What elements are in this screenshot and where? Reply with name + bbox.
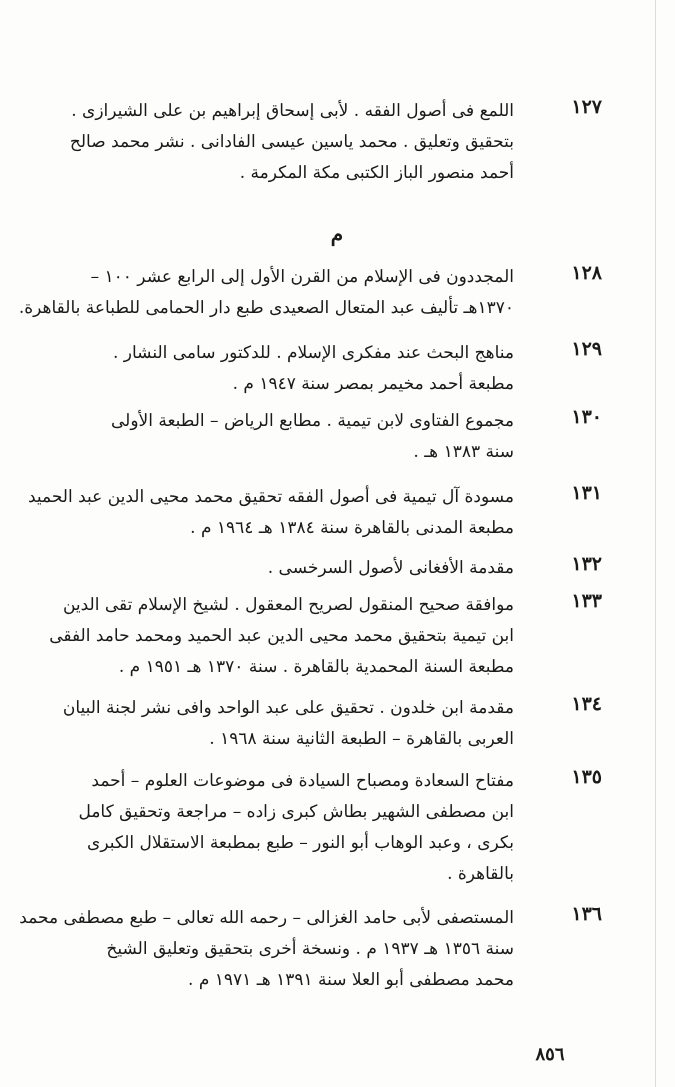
entry-line: بتحقيق وتعليق . محمد ياسين عيسى الفادانى . نشر محمد صالح [69,132,514,152]
entry-number: ١٢٨ [571,262,602,284]
entry-text [19,903,514,996]
entry-line: مناهج البحث عند مفكرى الإسلام . للدكتور سامى النشار . [112,343,514,363]
entry-line: بالقاهرة . [447,864,514,884]
entry-text [62,693,514,755]
entry-line: موافقة صحيح المنقول لصريح المعقول . لشيخ الإسلام تقى الدين [62,595,514,615]
bibliography-entry [72,766,602,890]
bibliography-entry [19,903,602,996]
entry-line: مطبعة أحمد مخيمر بمصر سنة ١٩٤٧ م . [232,374,514,394]
entry-text [72,406,514,468]
bibliography-entry [18,262,602,324]
entry-line: مطبعة السنة المحمدية بالقاهرة . سنة ١٣٧٠ هـ ١٩٥١ م . [118,657,514,677]
entry-line: أحمد منصور الباز الكتبى مكة المكرمة . [239,163,514,183]
entry-text [18,262,514,324]
bibliography-entry [72,406,602,468]
entry-number: ١٣٣ [571,590,602,612]
entry-number: ١٣٢ [571,553,602,575]
entry-line: اللمع فى أصول الفقه . لأبى إسحاق إبراهيم بن على الشيرازى . [71,101,514,121]
entry-line: مقدمة الأفغانى لأصول السرخسى . [267,558,514,578]
entry-line: ابن مصطفى الشهير بطاش كبرى زاده – مراجعة وتحقيق كامل [78,802,514,822]
entry-text [27,482,514,544]
entry-number: ١٣٥ [571,766,602,788]
entry-line: ١٣٧٠هـ تأليف عبد المتعال الصعيدى طبع دار الحمامى للطباعة بالقاهرة. [18,298,514,318]
entry-line: المجددون فى الإسلام من القرن الأول إلى الرابع عشر ١٠٠ – [90,267,514,287]
bibliography-entry [69,96,602,189]
entry-line: المستصفى لأبى حامد الغزالى – رحمه الله تعالى – طبع مصطفى محمد [19,908,514,928]
section-letter: م [330,222,344,246]
entry-text [72,553,514,584]
entry-number: ١٣٠ [571,406,602,428]
bibliography-entry [27,482,602,544]
entry-number: ١٣٤ [571,693,602,715]
entry-number: ١٢٩ [571,338,602,360]
entry-line: محمد مصطفى أبو العلا سنة ١٣٩١ هـ ١٩٧١ م . [188,970,514,990]
entry-line: ابن تيمية بتحقيق محمد محيى الدين عبد الحميد ومحمد حامد الفقى [49,626,514,646]
entry-number: ١٣٦ [571,903,602,925]
page-edge-divider [655,0,656,1087]
entry-line: سنة ١٣٨٣ هـ . [413,442,514,462]
bibliography-entry [72,553,602,584]
bibliography-entry [62,693,602,755]
entry-line: مجموع الفتاوى لابن تيمية . مطابع الرياض – الطبعة الأولى [110,411,514,431]
entry-text [69,96,514,189]
bibliography-entry [49,590,602,683]
entry-text [72,766,514,890]
entry-line: مفتاح السعادة ومصباح السيادة فى موضوعات العلوم – أحمد [91,771,514,791]
entry-number: ١٢٧ [571,96,602,118]
entry-line: مقدمة ابن خلدون . تحقيق على عبد الواحد وافى نشر لجنة البيان [62,698,514,718]
entry-line: بكرى ، وعبد الوهاب أبو النور – طبع بمطبعة الاستقلال الكبرى [87,833,514,853]
bibliography-entry [72,338,602,400]
entry-line: سنة ١٣٥٦ هـ ١٩٣٧ م . ونسخة أخرى بتحقيق وتعليق الشيخ [106,939,514,959]
entry-text [72,338,514,400]
entry-line: مسودة آل تيمية فى أصول الفقه تحقيق محمد محيى الدين عبد الحميد [27,487,514,507]
entry-number: ١٣١ [571,482,602,504]
entry-line: مطبعة المدنى بالقاهرة سنة ١٣٨٤ هـ ١٩٦٤ م . [190,518,514,538]
entry-line: العربى بالقاهرة – الطبعة الثانية سنة ١٩٦٨ . [209,729,514,749]
page-number: ٨٥٦ [535,1044,565,1065]
entry-text [49,590,514,683]
